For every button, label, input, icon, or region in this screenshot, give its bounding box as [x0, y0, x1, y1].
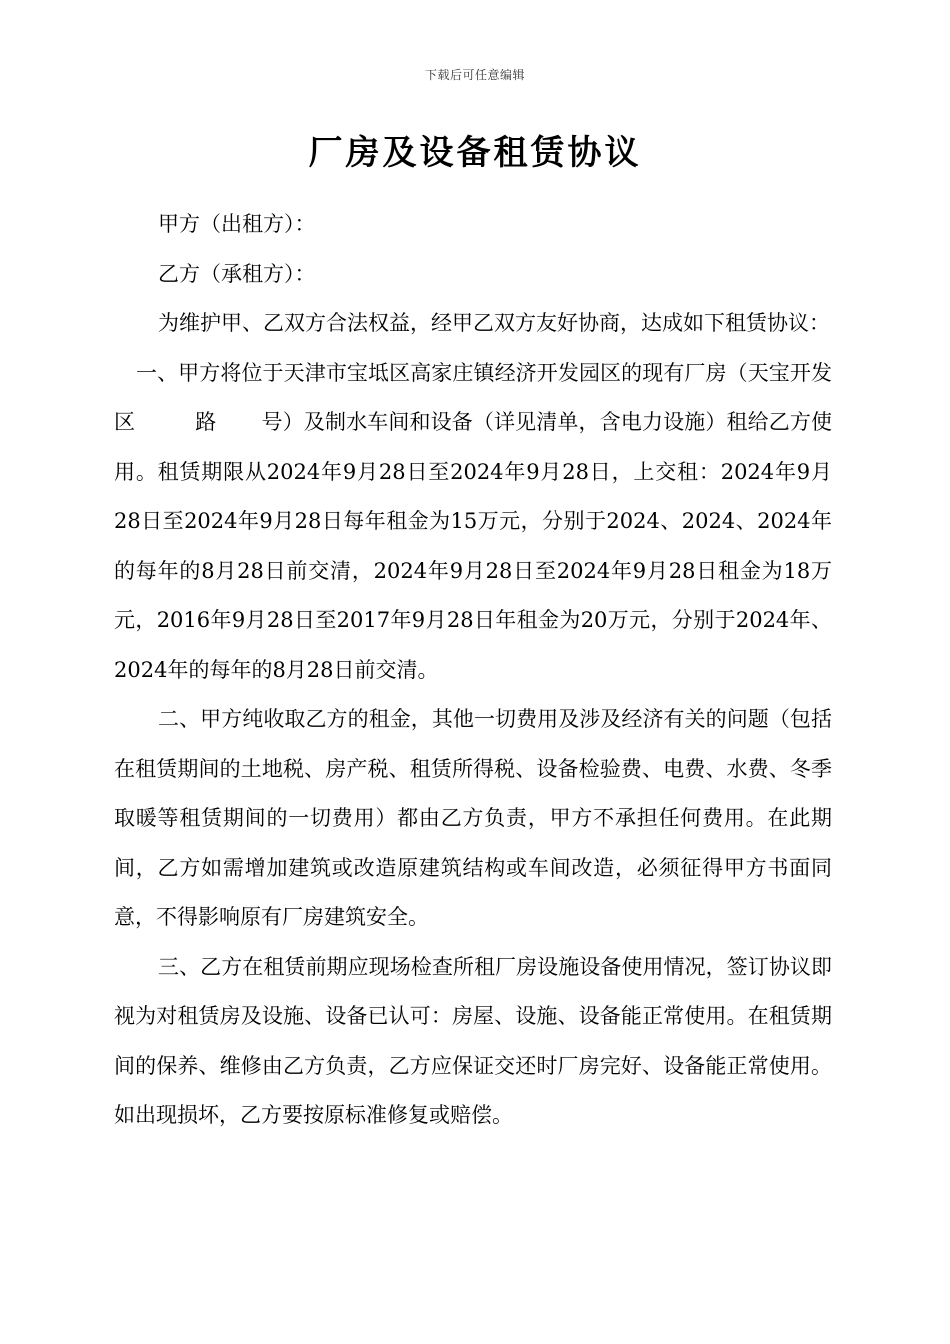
party-a-line: 甲方（出租方）：: [158, 212, 316, 236]
clause-3: 三、乙方在租赁前期应现场检查所租厂房设施设备使用情况，签订协议即视为对租赁房及设施、设备已认可：房屋、设施、设备能正常使用。在租赁期间的保养、维修由乙方负责，乙方应保证交还时厂房完好、设备能正常使用。如出现损坏，乙方要按原标准修复或赔偿。: [114, 954, 832, 1127]
header-note: 下载后可任意编辑: [424, 68, 525, 82]
party-b-line: 乙方（承租方）：: [158, 261, 316, 286]
clause-1-part-1: 一、甲方将位于天津市宝坻区高家庄镇经济开发园区的现有厂房（天宝开发区: [114, 360, 832, 434]
document-title: 厂房及设备租赁协议: [308, 133, 642, 173]
clause-2: 二、甲方纯收取乙方的租金，其他一切费用及涉及经济有关的问题（包括在租赁期间的土地税、房产税、租赁所得税、设备检验费、电费、水费、冬季取暖等租赁期间的一切费用）都由乙方负责，甲方不承担任何费用。在此期间，乙方如需增加建筑或改造原建筑结构或车间改造，必须征得甲方书面同意，不得影响原有厂房建筑安全。: [114, 707, 832, 929]
clause-1-part-3: 号）及制水车间和设备（详见清单，含电力设施）租给乙方使用。租赁期限从2024年9月28日至2024年9月28日，上交租：2024年9月28日至2024年9月28日每年租金为15万元，分别于2024、2024、2024年的每年的8月28日前交清，2024年9月28日至2024年9月28日租金为18万元，2016年9月28日至2017年9月28日年租金为20万元，分别于2024年、2024年的每年的8月28日前交清。: [114, 410, 833, 682]
clause-1: [114, 349, 832, 696]
clause-1-part-2: 路: [195, 410, 217, 434]
document-body: [114, 200, 832, 1141]
intro-paragraph: 为维护甲、乙双方合法权益，经甲乙双方友好协商，达成如下租赁协议：: [158, 311, 830, 335]
